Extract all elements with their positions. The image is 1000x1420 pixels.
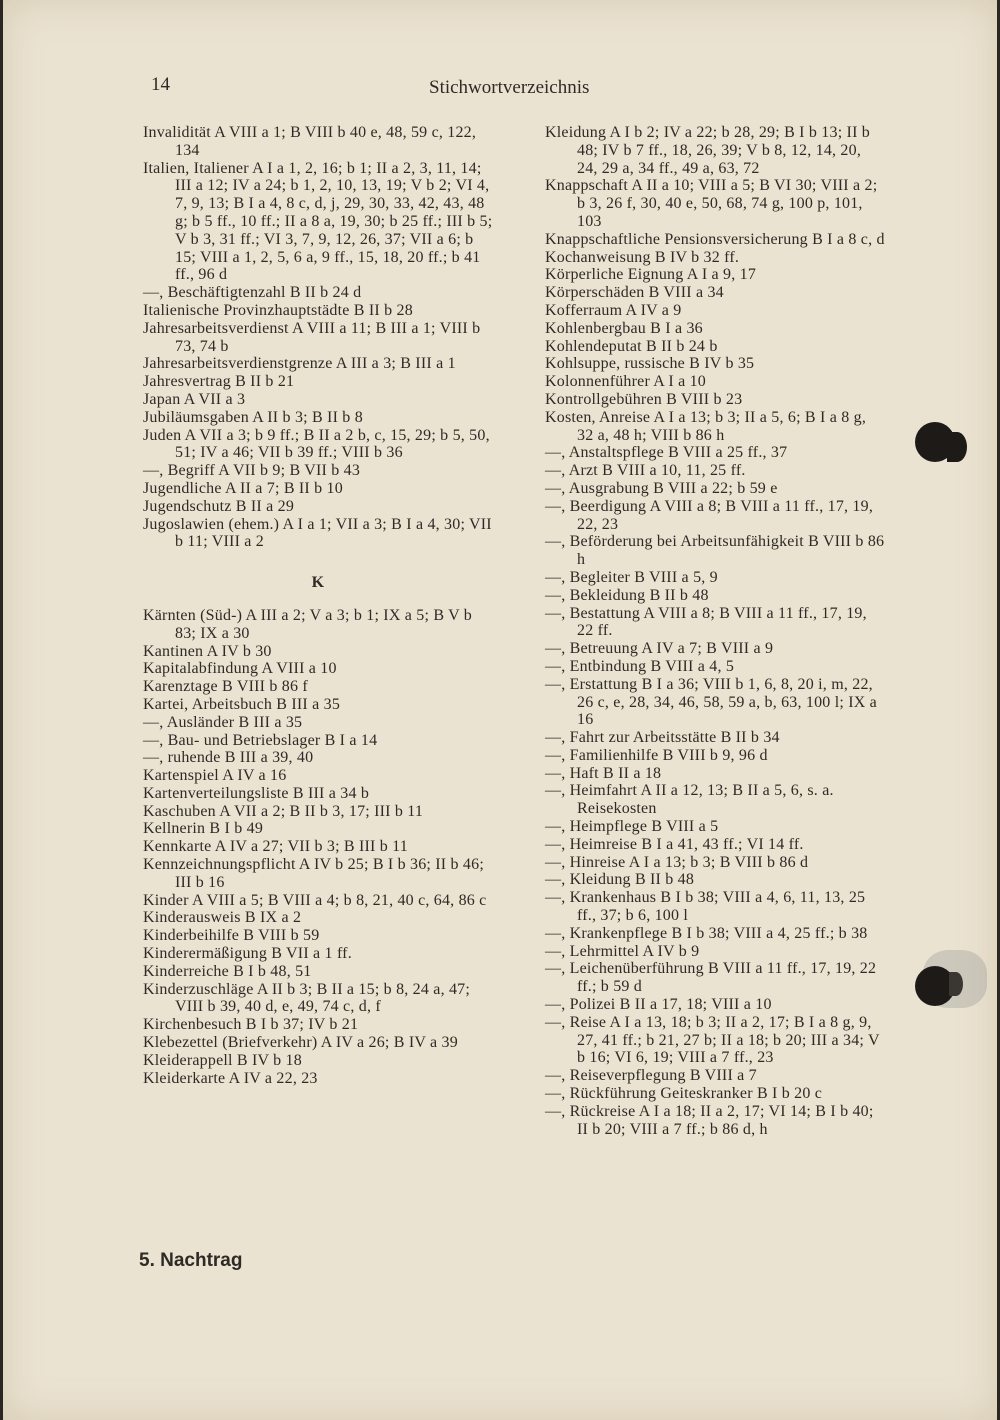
index-entry: Kontrollgebühren B VIII b 23 [545,390,743,408]
index-entry: —, Heimfahrt A II a 12, 13; B II a 5, 6, s. a. Reisekosten [545,782,834,818]
index-entry: Knappschaftliche Pensionsversicherung B I a 8 c, d [545,230,885,248]
index-entry: Kinder A VIII a 5; B VIII a 4; b 8, 21, 40 c, 64, 86 c [143,891,487,909]
index-entry: —, Beschäftigtenzahl B II b 24 d [143,284,362,302]
index-entry: Kochanweisung B IV b 32 ff. [545,248,740,266]
left-index-list [143,124,493,551]
index-entry: Kartenspiel A IV a 16 [143,767,287,785]
index-entry: —, Bekleidung B II b 48 [545,586,709,604]
index-entry: Kosten, Anreise A I a 13; b 3; II a 5, 6; B I a 8 g, 32 a, 48 h; VIII b 86 h [545,408,867,444]
index-entry: Kirchenbesuch B I b 37; IV b 21 [143,1016,359,1034]
section-letter: K [311,574,325,592]
index-entry: —, Begriff A VII b 9; B VII b 43 [143,462,361,480]
index-entry: Kennkarte A IV a 27; VII b 3; B III b 11 [143,838,408,856]
index-entry: Kaschuben A VII a 2; B II b 3, 17; III b 11 [143,802,424,820]
index-entry: Jubiläumsgaben A II b 3; B II b 8 [143,408,363,426]
index-entry: —, Krankenpflege B I b 38; VIII a 4, 25 ff.; b 38 [545,924,868,942]
index-entry: Kinderreiche B I b 48, 51 [143,962,312,980]
index-entry: Jahresarbeitsverdienstgrenze A III a 3; B III a 1 [143,355,456,373]
punch-hole-edge [947,432,967,462]
index-entry: Kellnerin B I b 49 [143,820,264,838]
index-entry: Kinderbeihilfe B VIII b 59 [143,927,320,945]
index-entry: —, Familienhilfe B VIII b 9, 96 d [545,746,768,764]
index-entry: Kärnten (Süd-) A III a 2; V a 3; b 1; IX a 5; B V b 83; IX a 30 [143,606,472,642]
index-entry: —, Ausgrabung B VIII a 22; b 59 e [545,479,778,497]
index-entry: Körperschäden B VIII a 34 [545,284,724,302]
index-entry: Italienische Provinzhauptstädte B II b 28 [143,301,413,319]
supplement-note: 5. Nachtrag [139,1250,243,1271]
index-entry: —, Reise A I a 13, 18; b 3; II a 2, 17; B I a 8 g, 9, 27, 41 ff.; b 21, 27 b; II a 18; b 20; III a 34; V b 16; VI 6, 19; VIII a 7 ff., 23 [545,1013,880,1067]
running-head: Stichwortverzeichnis [429,77,590,98]
index-entry: Kennzeichnungspflicht A IV b 25; B I b 36; II b 46; III b 16 [143,856,484,891]
index-entry: Klebezettel (Briefverkehr) A IV a 26; B IV a 39 [143,1034,458,1052]
index-entry: —, Beerdigung A VIII a 8; B VIII a 11 ff., 17, 19, 22, 23 [545,497,874,533]
index-entry: —, Lehrmittel A IV b 9 [545,942,700,960]
index-entry: Kinderzuschläge A II b 3; B II a 15; b 8, 24 a, 47; VIII b 39, 40 d, e, 49, 74 c, d, f [143,980,471,1016]
index-entry: Kohlenbergbau B I a 36 [545,319,703,337]
index-entry: Kartei, Arbeitsbuch B III a 35 [143,695,341,713]
index-entry: Kleiderappell B IV b 18 [143,1051,302,1069]
index-entry: —, Begleiter B VIII a 5, 9 [545,568,718,586]
index-entry: —, Bestattung A VIII a 8; B VIII a 11 ff., 17, 19, 22 ff. [545,604,867,640]
index-entry: —, Bau- und Betriebslager B I a 14 [143,731,378,749]
index-entry: Invalidität A VIII a 1; B VIII b 40 e, 48, 59 c, 122, 134 [143,124,477,159]
index-entry: —, Heimpflege B VIII a 5 [545,818,719,836]
index-entry: —, Fahrt zur Arbeitsstätte B II b 34 [545,729,780,747]
punch-hole-edge [949,972,963,996]
index-entry: Kantinen A IV b 30 [143,642,272,660]
index-entry: —, Betreuung A IV a 7; B VIII a 9 [545,640,774,658]
right-index-list [545,124,885,1138]
index-entry: —, Krankenhaus B I b 38; VIII a 4, 6, 11, 13, 25 ff., 37; b 6, 100 l [545,889,866,925]
index-entry: Kohlsuppe, russische B IV b 35 [545,355,755,373]
index-entry: Juden A VII a 3; b 9 ff.; B II a 2 b, c, 15, 29; b 5, 50, 51; IV a 46; VII b 39 ff.; VIII b 36 [143,426,490,462]
index-entry: —, Reiseverpflegung B VIII a 7 [545,1067,757,1085]
index-entry: Japan A VII a 3 [143,390,246,408]
index-entry: Kinderausweis B IX a 2 [143,909,302,927]
index-entry: Jugoslawien (ehem.) A I a 1; VII a 3; B I a 4, 30; VII b 11; VIII a 2 [143,515,492,551]
index-entry: —, Rückreise A I a 18; II a 2, 17; VI 14; B I b 40; II b 20; VIII a 7 ff.; b 86 d, h [545,1102,874,1138]
left-k-index-list [143,607,493,1088]
index-entry: —, Kleidung B II b 48 [545,871,695,889]
index-entry: —, Beförderung bei Arbeitsunfähigkeit B VIII b 86 h [545,533,885,569]
index-entry: Kartenverteilungsliste B III a 34 b [143,784,370,802]
index-entry: —, Rückführung Geiteskranker B I b 20 c [545,1085,823,1103]
index-entry: —, Leichenüberführung B VIII a 11 ff., 17, 19, 22 ff.; b 59 d [545,960,877,996]
index-entry: Jugendliche A II a 7; B II b 10 [143,479,343,497]
index-entry: Kohlendeputat B II b 24 b [545,337,718,355]
index-entry: —, Heimreise B I a 41, 43 ff.; VI 14 ff. [545,835,804,853]
index-entry: Jahresarbeitsverdienst A VIII a 11; B III a 1; VIII b 73, 74 b [143,319,481,355]
index-entry: Kapitalabfindung A VIII a 10 [143,660,337,678]
left-column [143,124,493,1087]
index-entry: Kolonnenführer A I a 10 [545,373,707,391]
index-entry: Kleiderkarte A IV a 22, 23 [143,1069,318,1087]
index-entry: —, ruhende B III a 39, 40 [143,749,314,767]
index-entry: Knappschaft A II a 10; VIII a 5; B VI 30; VIII a 2; b 3, 26 f, 30, 40 e, 50, 68, 74 g, 100 p, 101, 103 [545,177,878,230]
index-entry: Italien, Italiener A I a 1, 2, 16; b 1; II a 2, 3, 11, 14; III a 12; IV a 24; b 1, 2, 10, 13, 19; V b 2; VI 4, 7, 9, 13; B I a 4, 8 c, d, j, 29, 30, 33, 42, 43, 48 g; b 5 ff., 10 ff.; II a 8 a, 19, 30; b 25 ff.; III b 5; V b 3, 31 ff.; VI 3, 7, 9, 12, 26, 37; VII a 6; b 15; VIII a 1, 2, 5, 6 a, 9 ff., 15, 18, 20 ff.; b 41 ff., 96 d [143,159,493,284]
right-column [545,124,885,1138]
index-entry: Kinderermäßigung B VII a 1 ff. [143,945,352,963]
index-entry: —, Entbindung B VIII a 4, 5 [545,657,735,675]
index-page [3,0,997,1420]
index-entry: —, Ausländer B III a 35 [143,713,303,731]
index-entry: —, Polizei B II a 17, 18; VIII a 10 [545,996,772,1014]
index-entry: —, Erstattung B I a 36; VIII b 1, 6, 8, 20 i, m, 22, 26 c, e, 28, 34, 46, 58, 59 a, b, 63, 100 l; IX a 16 [545,675,877,729]
index-entry: —, Anstaltspflege B VIII a 25 ff., 37 [545,444,788,462]
index-entry: —, Haft B II a 18 [545,764,662,782]
index-entry: —, Arzt B VIII a 10, 11, 25 ff. [545,462,746,480]
index-entry: Kofferraum A IV a 9 [545,301,682,319]
index-entry: Kleidung A I b 2; IV a 22; b 28, 29; B I b 13; II b 48; IV b 7 ff., 18, 26, 39; V b 8, 12, 14, 20, 24, 29 a, 34 ff., 49 a, 63, 72 [545,124,870,177]
index-entry: Karenztage B VIII b 86 f [143,678,308,696]
page-number: 14 [151,74,170,95]
index-entry: Körperliche Eignung A I a 9, 17 [545,266,757,284]
index-entry: Jugendschutz B II a 29 [143,497,295,515]
index-entry: Jahresvertrag B II b 21 [143,373,295,391]
index-entry: —, Hinreise A I a 13; b 3; B VIII b 86 d [545,853,809,871]
